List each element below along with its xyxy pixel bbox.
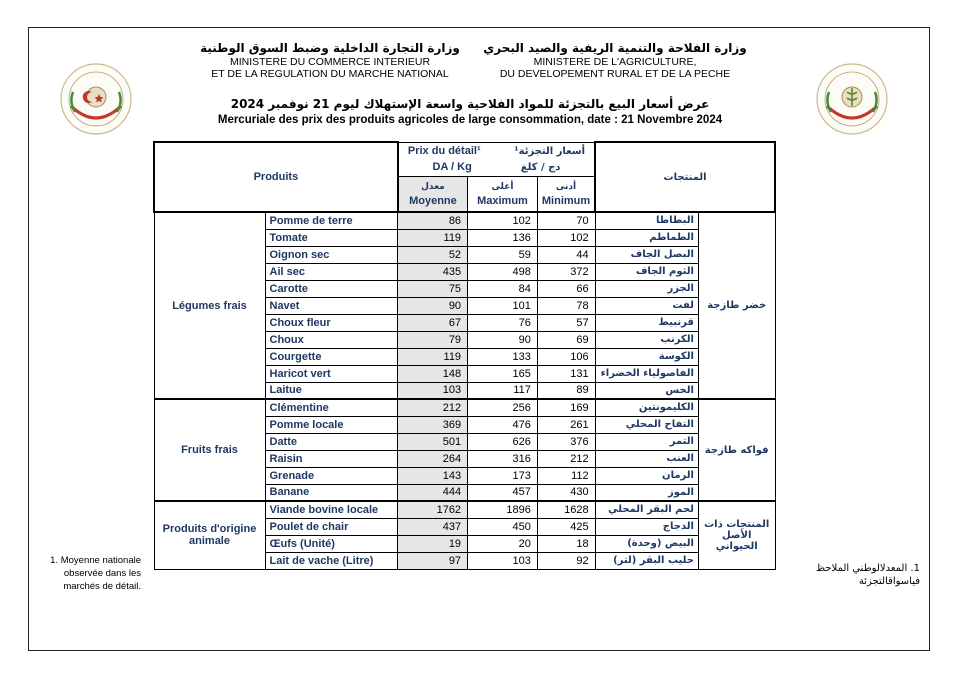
product-name-fr: Clémentine <box>265 399 398 416</box>
price-moyenne: 67 <box>398 314 468 331</box>
price-maximum: 173 <box>468 467 538 484</box>
price-minimum: 169 <box>537 399 595 416</box>
product-name-ar: الخس <box>595 382 698 399</box>
price-minimum: 112 <box>537 467 595 484</box>
price-maximum: 450 <box>468 518 538 535</box>
unit-ar: دج / كلغ <box>520 162 561 174</box>
product-name-fr: Choux fleur <box>265 314 398 331</box>
price-minimum: 372 <box>537 263 595 280</box>
ministry-commerce-ar: وزارة التجارة الداخلية وضبط السوق الوطنية <box>200 41 460 55</box>
product-name-fr: Pomme de terre <box>265 212 398 229</box>
footnote-ar: 1. المعدلالوطني الملاحظ فياسواقالتجزئة <box>815 563 920 587</box>
price-minimum: 131 <box>537 365 595 382</box>
price-minimum: 430 <box>537 484 595 501</box>
ministry-commerce-emblem-icon <box>59 62 133 136</box>
product-name-fr: Laitue <box>265 382 398 399</box>
max-ar: أعلى <box>491 181 514 192</box>
price-moyenne: 435 <box>398 263 468 280</box>
col-header-maximum <box>468 176 538 212</box>
price-moyenne: 103 <box>398 382 468 399</box>
price-maximum: 117 <box>468 382 538 399</box>
product-name-ar: البيض (وحدة) <box>595 535 698 552</box>
price-maximum: 316 <box>468 450 538 467</box>
prix-fr: Prix du détail¹ <box>407 144 481 157</box>
price-minimum: 66 <box>537 280 595 297</box>
price-moyenne: 86 <box>398 212 468 229</box>
price-maximum: 626 <box>468 433 538 450</box>
product-name-ar: البطاطا <box>595 212 698 229</box>
title-ar: عرض أسعار البيع بالتجزئة للمواد الفلاحية واسعة الإستهلاك ليوم 21 نوفمبر 2024 <box>230 97 710 111</box>
price-minimum: 78 <box>537 297 595 314</box>
price-minimum: 425 <box>537 518 595 535</box>
col-header-moyenne <box>398 176 468 212</box>
price-moyenne: 369 <box>398 416 468 433</box>
price-maximum: 101 <box>468 297 538 314</box>
price-minimum: 44 <box>537 246 595 263</box>
price-moyenne: 501 <box>398 433 468 450</box>
product-name-ar: الفاصولياء الخضراء <box>595 365 698 382</box>
ministry-commerce-fr-line2: ET DE LA REGULATION DU MARCHE NATIONAL <box>211 68 449 80</box>
ministry-commerce-fr-line1: MINISTERE DU COMMERCE INTERIEUR <box>229 56 431 68</box>
price-maximum: 136 <box>468 229 538 246</box>
price-minimum: 89 <box>537 382 595 399</box>
product-name-fr: Datte <box>265 433 398 450</box>
price-moyenne: 148 <box>398 365 468 382</box>
price-moyenne: 19 <box>398 535 468 552</box>
product-name-fr: Carotte <box>265 280 398 297</box>
price-maximum: 498 <box>468 263 538 280</box>
min-ar: أدنى <box>555 181 577 192</box>
product-name-fr: Œufs (Unité) <box>265 535 398 552</box>
product-name-ar: التفاح المحلي <box>595 416 698 433</box>
product-name-ar: الجزر <box>595 280 698 297</box>
product-name-fr: Courgette <box>265 348 398 365</box>
moy-fr: Moyenne <box>409 194 457 207</box>
price-maximum: 76 <box>468 314 538 331</box>
product-name-fr: Lait de vache (Litre) <box>265 552 398 569</box>
price-minimum: 102 <box>537 229 595 246</box>
price-minimum: 106 <box>537 348 595 365</box>
product-name-ar: الكرنب <box>595 331 698 348</box>
product-name-fr: Choux <box>265 331 398 348</box>
price-moyenne: 437 <box>398 518 468 535</box>
product-name-ar: الثوم الجاف <box>595 263 698 280</box>
col-header-produits-ar: المنتجات <box>595 142 775 212</box>
price-moyenne: 119 <box>398 348 468 365</box>
product-name-ar: الكوسة <box>595 348 698 365</box>
product-name-fr: Ail sec <box>265 263 398 280</box>
ministry-commerce-header <box>190 40 470 80</box>
price-minimum: 261 <box>537 416 595 433</box>
price-maximum: 84 <box>468 280 538 297</box>
moy-ar: معدل <box>421 181 445 192</box>
price-moyenne: 119 <box>398 229 468 246</box>
title-fr: Mercuriale des prix des produits agricoles de large consommation, date : 21 Novembre 2024 <box>217 114 723 126</box>
price-maximum: 165 <box>468 365 538 382</box>
document-title <box>150 96 790 128</box>
product-name-ar: حليب البقر (لتر) <box>595 552 698 569</box>
table-row <box>154 399 775 416</box>
price-moyenne: 75 <box>398 280 468 297</box>
category-fr: Fruits frais <box>154 399 265 501</box>
ministry-agriculture-fr-line1: MINISTERE DE L'AGRICULTURE, <box>533 56 697 68</box>
price-moyenne: 90 <box>398 297 468 314</box>
price-maximum: 457 <box>468 484 538 501</box>
category-ar: خضر طازجة <box>698 212 775 399</box>
price-minimum: 376 <box>537 433 595 450</box>
price-moyenne: 79 <box>398 331 468 348</box>
category-ar: المنتجات ذات الأصل الحيواني <box>698 501 775 569</box>
product-name-fr: Viande bovine locale <box>265 501 398 518</box>
col-header-produits-fr: Produits <box>154 142 398 212</box>
max-fr: Maximum <box>477 194 528 207</box>
price-maximum: 256 <box>468 399 538 416</box>
price-minimum: 212 <box>537 450 595 467</box>
product-name-ar: لفت <box>595 297 698 314</box>
col-header-unit <box>398 159 595 176</box>
price-minimum: 70 <box>537 212 595 229</box>
product-name-ar: الكليمونتين <box>595 399 698 416</box>
price-maximum: 133 <box>468 348 538 365</box>
product-name-fr: Oignon sec <box>265 246 398 263</box>
product-name-ar: الطماطم <box>595 229 698 246</box>
product-name-ar: البصل الجاف <box>595 246 698 263</box>
product-name-ar: لحم البقر المحلي <box>595 501 698 518</box>
product-name-fr: Raisin <box>265 450 398 467</box>
price-maximum: 1896 <box>468 501 538 518</box>
price-table-body <box>154 212 775 569</box>
price-minimum: 57 <box>537 314 595 331</box>
product-name-ar: الدجاج <box>595 518 698 535</box>
price-maximum: 102 <box>468 212 538 229</box>
prix-ar: أسعار التجزئة¹ <box>514 145 586 157</box>
product-name-ar: العنب <box>595 450 698 467</box>
col-header-minimum <box>537 176 595 212</box>
price-moyenne: 143 <box>398 467 468 484</box>
price-minimum: 92 <box>537 552 595 569</box>
price-minimum: 69 <box>537 331 595 348</box>
ministry-agriculture-header <box>470 40 760 80</box>
product-name-fr: Poulet de chair <box>265 518 398 535</box>
product-name-ar: الموز <box>595 484 698 501</box>
product-name-fr: Haricot vert <box>265 365 398 382</box>
col-header-prix <box>398 142 595 159</box>
ministry-agriculture-ar: وزارة الفلاحة والتنمية الريفية والصيد البحري <box>483 41 747 55</box>
price-moyenne: 264 <box>398 450 468 467</box>
price-minimum: 18 <box>537 535 595 552</box>
product-name-fr: Navet <box>265 297 398 314</box>
price-moyenne: 212 <box>398 399 468 416</box>
price-moyenne: 1762 <box>398 501 468 518</box>
price-moyenne: 444 <box>398 484 468 501</box>
unit-fr: DA / Kg <box>432 161 472 174</box>
ministry-agriculture-emblem-icon <box>815 62 889 136</box>
table-row <box>154 212 775 229</box>
category-fr: Légumes frais <box>154 212 265 399</box>
product-name-fr: Tomate <box>265 229 398 246</box>
product-name-ar: التمر <box>595 433 698 450</box>
category-fr: Produits d'origine animale <box>154 501 265 569</box>
product-name-fr: Banane <box>265 484 398 501</box>
footnote-fr: 1. Moyenne nationale observée dans les marchés de détail. <box>50 555 141 592</box>
category-ar: فواكه طازجة <box>698 399 775 501</box>
price-maximum: 476 <box>468 416 538 433</box>
price-table <box>153 141 776 570</box>
price-maximum: 103 <box>468 552 538 569</box>
price-maximum: 59 <box>468 246 538 263</box>
product-name-fr: Grenade <box>265 467 398 484</box>
product-name-ar: الرمان <box>595 467 698 484</box>
price-maximum: 90 <box>468 331 538 348</box>
price-moyenne: 52 <box>398 246 468 263</box>
product-name-ar: قرنبيط <box>595 314 698 331</box>
price-moyenne: 97 <box>398 552 468 569</box>
product-name-fr: Pomme locale <box>265 416 398 433</box>
price-minimum: 1628 <box>537 501 595 518</box>
min-fr: Minimum <box>541 194 591 207</box>
price-maximum: 20 <box>468 535 538 552</box>
table-row <box>154 501 775 518</box>
ministry-agriculture-fr-line2: DU DEVELOPEMENT RURAL ET DE LA PECHE <box>499 68 731 80</box>
